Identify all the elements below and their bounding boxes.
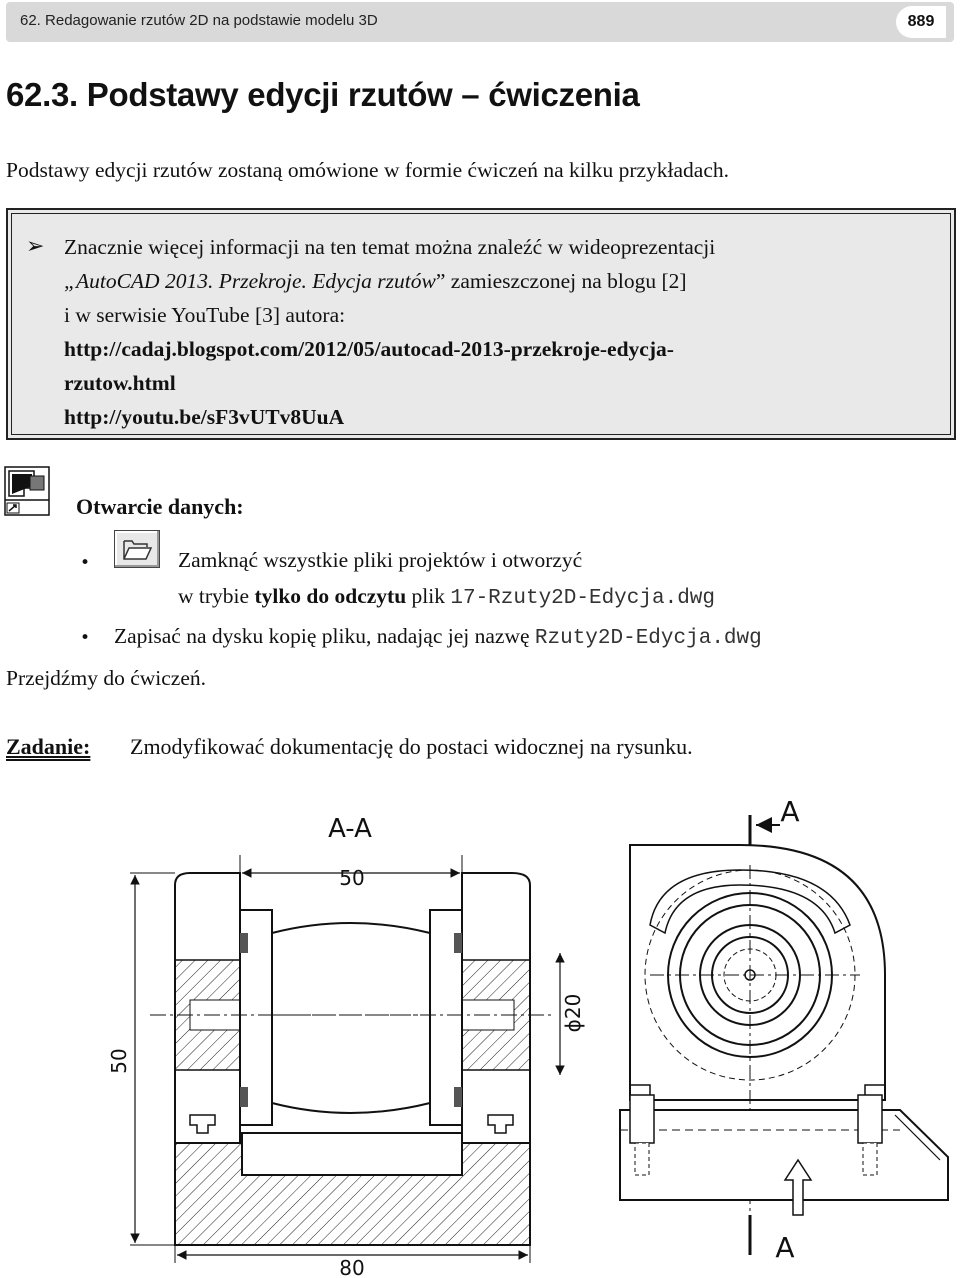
page-number: 889	[896, 6, 946, 38]
info-line-2-rest: zamieszczonej na blogu [2]	[445, 269, 687, 293]
info-line-1: Znacznie więcej informacji na ten temat można znaleźć w wideoprezentacji	[64, 235, 716, 259]
open-data-heading: Otwarcie danych:	[76, 494, 244, 519]
front-view	[620, 795, 948, 1264]
youtube-link[interactable]: http://youtu.be/sF3vUTv8UuA	[64, 405, 345, 429]
technical-drawing	[90, 785, 960, 1278]
open-folder-button[interactable]	[114, 530, 160, 568]
transition-text: Przejdźmy do ćwiczeń.	[6, 666, 206, 690]
section-label: A-A	[328, 814, 372, 844]
info-line-3: i w serwisie YouTube [3] autora:	[64, 303, 346, 327]
dim-diameter: ϕ20	[561, 993, 585, 1033]
dim-bottom: 80	[339, 1256, 365, 1278]
running-header	[6, 2, 954, 42]
arrow-bullet-icon: ➢	[26, 234, 45, 259]
blog-link[interactable]: http://cadaj.blogspot.com/2012/05/autocad-2013-przekroje-edycja- rzutow.html	[64, 337, 674, 395]
info-box	[6, 208, 956, 440]
task-label: Zadanie:	[6, 734, 91, 759]
intro-paragraph: Podstawy edycji rzutów zostaną omówione w formie ćwiczeń na kilku przykładach.	[6, 158, 730, 182]
chapter-title: 62. Redagowanie rzutów 2D na podstawie modelu 3D	[20, 12, 378, 29]
cut-label-bottom: A	[775, 1231, 795, 1264]
quote-open: „	[64, 269, 76, 293]
file-name: 17-Rzuty2D-Edycja.dwg	[450, 587, 716, 610]
cut-label-top: A	[780, 795, 800, 828]
folder-icon	[115, 531, 159, 567]
step1-line2: w trybie tylko do odczytu plik 17-Rzuty2D-Edycja.dwg	[178, 584, 716, 610]
step1-line1: Zamknąć wszystkie pliki projektów i otworzyć	[178, 548, 583, 572]
video-title: AutoCAD 2013. Przekroje. Edycja rzutów	[75, 269, 436, 293]
new-file-name: Rzuty2D-Edycja.dwg	[534, 627, 762, 650]
bullet-2: •	[80, 628, 91, 648]
quote-close: ”	[435, 269, 446, 293]
section-title: 62.3. Podstawy edycji rzutów – ćwiczenia	[6, 76, 640, 113]
section-view	[107, 814, 585, 1278]
step2-text: Zapisać na dysku kopię pliku, nadając jej nazwę Rzuty2D-Edycja.dwg	[114, 624, 762, 650]
dim-top: 50	[339, 866, 365, 890]
dim-height: 50	[107, 1048, 131, 1074]
task-text: Zmodyfikować dokumentację do postaci widocznej na rysunku.	[130, 734, 693, 759]
info-box-text	[64, 230, 944, 434]
bullet-1: •	[80, 553, 91, 573]
info-line-2	[64, 264, 944, 298]
open-drawing-icon	[4, 466, 50, 516]
